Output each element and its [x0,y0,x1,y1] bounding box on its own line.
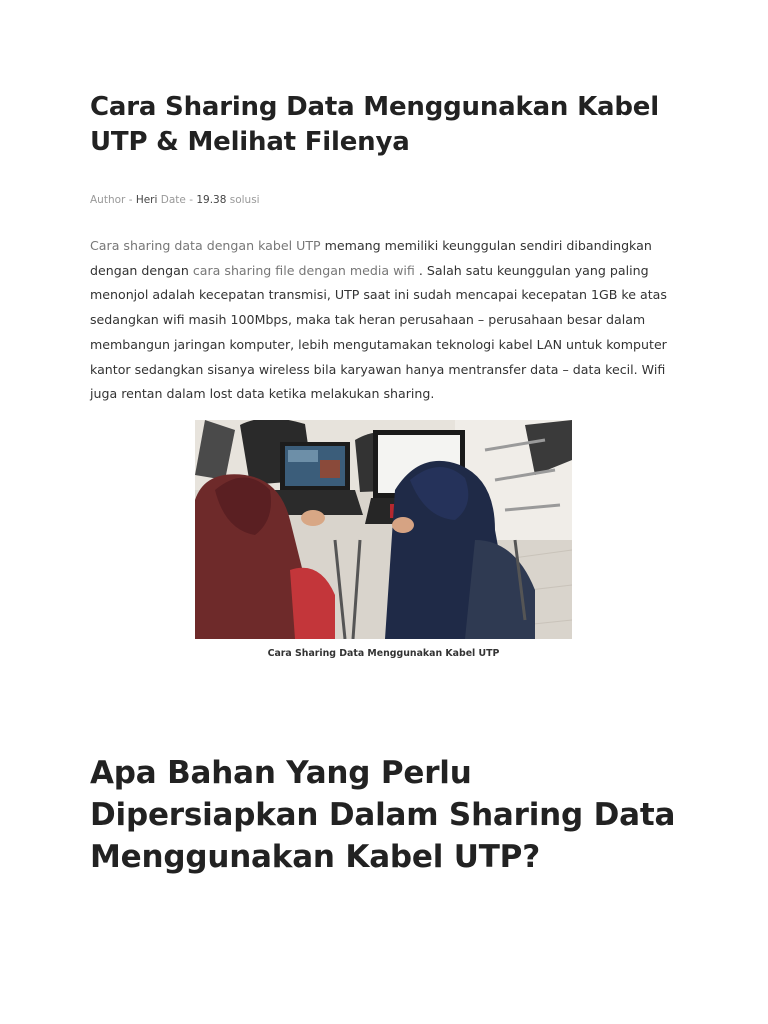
author-name[interactable]: Heri [135,194,158,206]
author-label: Author - [90,194,133,206]
post-time: 19.38 [196,194,227,206]
article [90,90,682,875]
intro-paragraph [90,234,682,407]
article-photo [195,420,572,639]
link-sharing-data-kabel-utp[interactable]: Cara sharing data dengan kabel UTP [90,238,321,253]
link-sharing-file-wifi[interactable]: cara sharing file dengan media wifi [192,262,415,278]
article-figure [195,420,572,659]
post-category[interactable]: solusi [229,194,260,206]
article-title: Cara Sharing Data Menggunakan Kabel UTP & Melihat Filenya [90,92,659,157]
date-label: Date - [160,194,193,206]
post-meta [90,193,682,207]
section-heading: Apa Bahan Yang Perlu Dipersiapkan Dalam Sharing Data Menggunakan Kabel UTP? [90,755,676,875]
paragraph-text-2: . Salah satu keunggulan yang paling menonjol adalah kecepatan transmisi, UTP saat ini sudah mencapai kecepatan 1GB ke atas sedangkan wifi masih 100Mbps, maka tak heran perusahaan – perusahaan besar dalam membangun jaringan komputer, lebih mengutamakan teknologi kabel LAN untuk komputer kantor sedangkan sisanya wireless bila karyawan hanya mentransfer data – data kecil. Wifi juga rentan dalam lost data ketika melakukan sharing. [90,262,667,402]
paragraph-text-1: memang memiliki keunggulan sendiri dibandingkan dengan dengan [90,238,652,278]
figure-caption: Cara Sharing Data Menggunakan Kabel UTP [267,648,500,659]
